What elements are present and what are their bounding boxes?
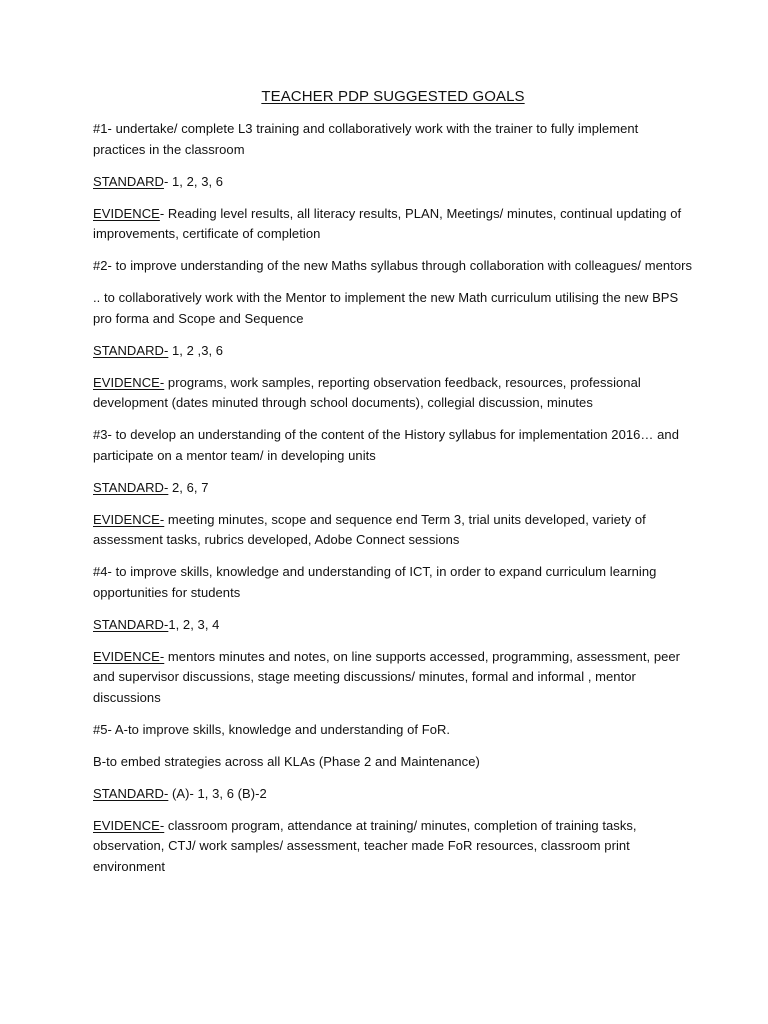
goal-1: #1- undertake/ complete L3 training and collaboratively work with the trainer to fully implement practices in the classroom [93, 121, 639, 157]
standard-5-text: (A)- 1, 3, 6 (B)-2 [168, 785, 267, 801]
standard-1 [93, 172, 693, 193]
evidence-5 [93, 816, 693, 878]
evidence-2 [93, 373, 693, 414]
goal-2: #2- to improve understanding of the new Maths syllabus through collaboration with colleagues/ mentors [93, 258, 693, 273]
evidence-3-label: EVIDENCE- [93, 511, 165, 527]
evidence-4-text: mentors minutes and notes, on line supports accessed, programming, assessment, peer and supervisor discussions, stage meeting discussions/ minutes, formal and informal , mentor discussions [93, 648, 681, 705]
evidence-4-label: EVIDENCE- [93, 648, 165, 664]
goal-4: #4- to improve skills, knowledge and understanding of ICT, in order to expand curriculum learning opportunities for students [93, 564, 657, 600]
evidence-5-label: EVIDENCE- [93, 817, 165, 833]
goal-5-sub: B-to embed strategies across all KLAs (Phase 2 and Maintenance) [93, 753, 480, 769]
goal-5: #5- A-to improve skills, knowledge and understanding of FoR. [93, 721, 451, 737]
evidence-1-label: EVIDENCE [93, 205, 160, 221]
document-body [93, 88, 693, 889]
standard-1-label: STANDARD [93, 173, 164, 189]
standard-2-text: 1, 2 ,3, 6 [168, 342, 224, 358]
document-title: TEACHER PDP SUGGESTED GOALS [261, 88, 525, 105]
standard-1-text: - 1, 2, 3, 6 [163, 173, 224, 189]
evidence-3 [93, 510, 693, 551]
evidence-4 [93, 647, 693, 709]
standard-4-text: 1, 2, 3, 4 [168, 616, 220, 632]
standard-5-label: STANDARD- [93, 785, 169, 801]
evidence-2-label: EVIDENCE- [93, 374, 165, 390]
standard-3-label: STANDARD- [93, 479, 169, 495]
standard-3 [93, 478, 693, 499]
evidence-3-text: meeting minutes, scope and sequence end Term 3, trial units developed, variety of assessment tasks, rubrics developed, Adobe Connect sessions [93, 511, 646, 547]
standard-5 [93, 784, 693, 805]
evidence-2-text: programs, work samples, reporting observation feedback, resources, professional development (dates minuted through school documents), collegial discussion, minutes [93, 374, 641, 410]
goal-3: #3- to develop an understanding of the content of the History syllabus for implementation 2016… and participate on a mentor team/ in developing units [93, 427, 679, 463]
goal-2-sub: .. to collaboratively work with the Mentor to implement the new Math curriculum utilising the new BPS pro forma and Scope and Sequence [93, 290, 679, 326]
evidence-1-text: - Reading level results, all literacy results, PLAN, Meetings/ minutes, continual updating of improvements, certificate of completion [93, 205, 682, 241]
standard-2 [93, 341, 693, 362]
standard-4-label: STANDARD- [93, 616, 169, 632]
evidence-5-text: classroom program, attendance at training/ minutes, completion of training tasks, observation, CTJ/ work samples/ assessment, teacher made FoR resources, classroom print environment [93, 817, 637, 874]
evidence-1 [93, 204, 693, 245]
standard-2-label: STANDARD- [93, 342, 169, 358]
standard-4 [93, 615, 693, 636]
standard-3-text: 2, 6, 7 [168, 479, 209, 495]
